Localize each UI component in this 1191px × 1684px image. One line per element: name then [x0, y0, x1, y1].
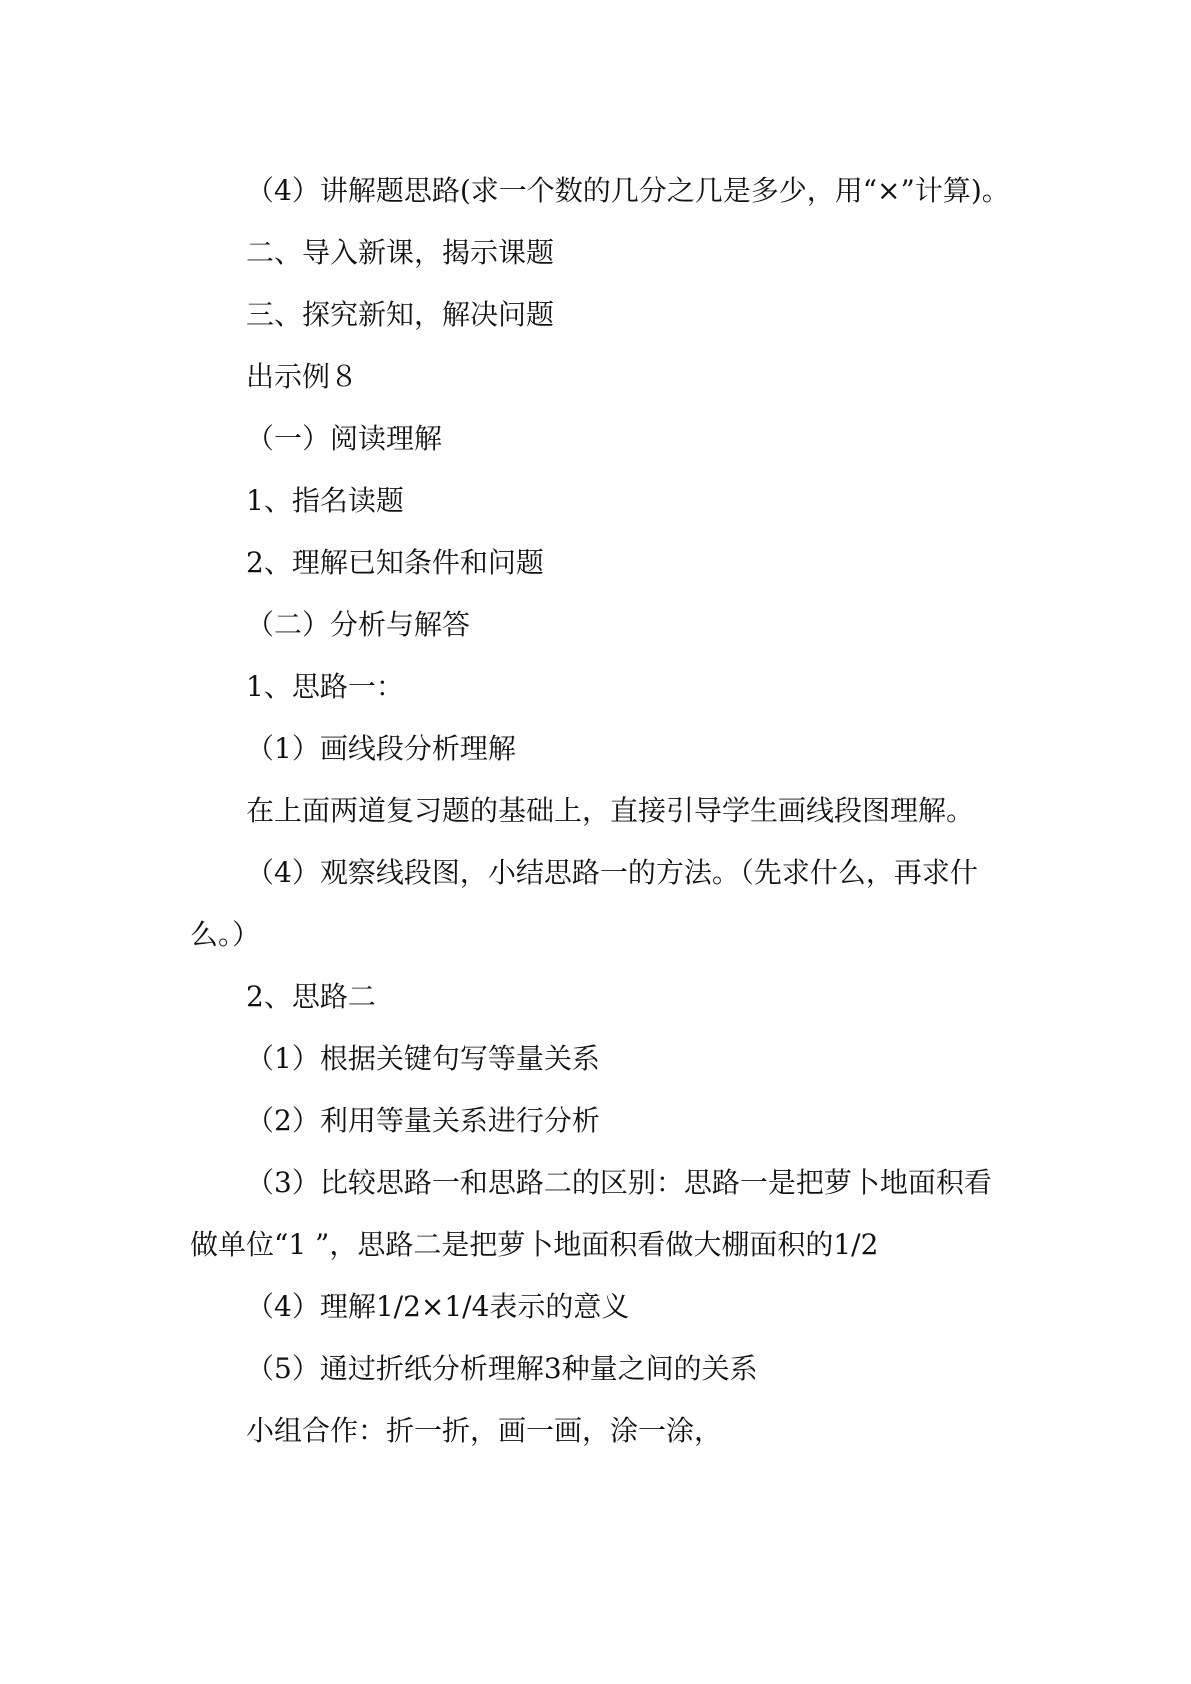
paragraph-draw-segments: （1）画线段分析理解: [246, 732, 516, 765]
paragraph-section-3: 三、探究新知，解决问题: [246, 298, 555, 331]
paragraph-meaning: （4）理解1/2×1/4表示的意义: [246, 1290, 630, 1323]
paragraph-analysis: （二）分析与解答: [246, 608, 471, 641]
document-body: [190, 160, 1010, 1462]
paragraph-idea-one: 1、思路一：: [246, 670, 404, 703]
paragraph-read-question: 1、指名读题: [246, 484, 404, 517]
paragraph-understand-conditions: 2、理解已知条件和问题: [246, 546, 544, 579]
paragraph-fold-paper: （5）通过折纸分析理解3种量之间的关系: [246, 1352, 758, 1385]
paragraph-reading: （一）阅读理解: [246, 422, 443, 455]
paragraph-idea-two: 2、思路二: [246, 980, 376, 1013]
paragraph-compare-ideas: （3）比较思路一和思路二的区别：思路一是把萝卜地面积看做单位“1 ”，思路二是把萝卜地面积看做大棚面积的1/2: [190, 1166, 992, 1261]
paragraph-solution-idea: （4）讲解题思路(求一个数的几分之几是多少，用“×”计算)。: [246, 174, 1010, 207]
paragraph-use-relation: （2）利用等量关系进行分析: [246, 1104, 600, 1137]
paragraph-review-guide: 在上面两道复习题的基础上，直接引导学生画线段图理解。: [246, 794, 975, 827]
paragraph-group-work: 小组合作：折一折，画一画，涂一涂，: [246, 1414, 723, 1447]
paragraph-equal-relation: （1）根据关键句写等量关系: [246, 1042, 600, 1075]
paragraph-observe-segments: （4）观察线段图，小结思路一的方法。（先求什么，再求什么。）: [190, 856, 978, 951]
paragraph-section-2: 二、导入新课，揭示课题: [246, 236, 555, 269]
paragraph-example-8: 出示例８: [246, 360, 359, 393]
